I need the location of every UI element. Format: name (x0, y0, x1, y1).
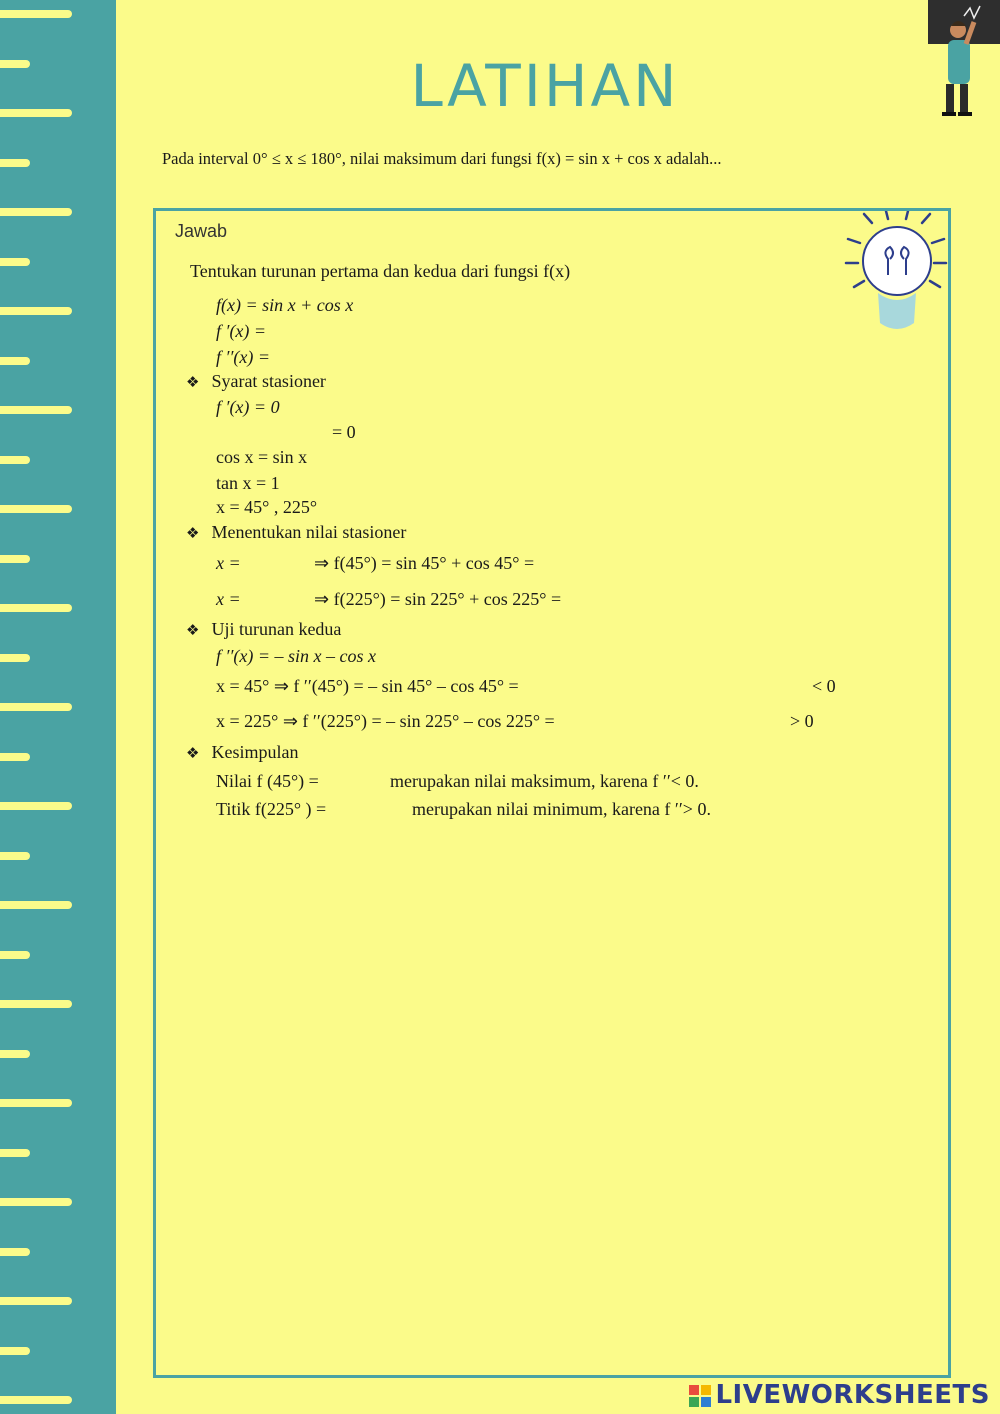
stripe-tick (0, 654, 30, 662)
equals-zero-line: = 0 (332, 422, 356, 442)
stripe-tick (0, 505, 72, 513)
stripe-tick (0, 1198, 72, 1206)
section-uji-label: Uji turunan kedua (211, 619, 342, 639)
conclusion-max-label: Nilai f (45°) = (216, 771, 319, 791)
footer-brand: LIVEWORKSHEETS (715, 1380, 990, 1410)
second-derivative-test-1: x = 45° ⇒ f ′′(45°) = – sin 45° – cos 45° = (216, 676, 519, 696)
section-syarat (186, 371, 326, 392)
second-derivative-test-2: x = 225° ⇒ f ′′(225°) = – sin 225° – cos 225° = (216, 711, 555, 731)
tan-line: tan x = 1 (216, 473, 280, 493)
page-title: LATIHAN (410, 52, 680, 120)
diamond-bullet-icon: ❖ (186, 621, 200, 639)
stripe-tick (0, 406, 72, 414)
lightbulb-icon (844, 211, 948, 341)
section-uji (186, 619, 341, 640)
stripe-tick (0, 951, 30, 959)
stripe-tick (0, 1347, 30, 1355)
stripe-tick (0, 208, 72, 216)
question-text: Pada interval 0° ≤ x ≤ 180°, nilai maksimum dari fungsi f(x) = sin x + cos x adalah... (162, 149, 722, 168)
first-derivative-line: f ′(x) = (216, 321, 267, 341)
conclusion-max-text: merupakan nilai maksimum, karena f ′′< 0. (390, 771, 699, 791)
answer-label: Jawab (175, 221, 228, 241)
diamond-bullet-icon: ❖ (186, 744, 200, 762)
stripe-tick (0, 1248, 30, 1256)
x-solution-line: x = 45° , 225° (216, 497, 318, 517)
stripe-tick (0, 159, 30, 167)
stationary-value-2: ⇒ f(225°) = sin 225° + cos 225° = (314, 589, 562, 609)
x-value-2-label: x = (216, 589, 241, 609)
stripe-tick (0, 901, 72, 909)
stripe-tick (0, 604, 72, 612)
stripe-tick (0, 357, 30, 365)
stripe-tick (0, 1050, 30, 1058)
section-menentukan (186, 522, 406, 543)
stripe-tick (0, 456, 30, 464)
stripe-tick (0, 802, 72, 810)
liveworksheets-footer (689, 1380, 990, 1410)
diamond-bullet-icon: ❖ (186, 373, 200, 391)
cos-sin-line: cos x = sin x (216, 447, 308, 467)
section-syarat-label: Syarat stasioner (211, 371, 326, 391)
stripe-tick (0, 10, 72, 18)
greater-than-zero: > 0 (790, 711, 814, 731)
stripe-tick (0, 852, 30, 860)
stripe-tick (0, 703, 72, 711)
liveworksheets-logo-icon (689, 1385, 711, 1407)
stripe-tick (0, 307, 72, 315)
second-derivative-full-line: f ′′(x) = – sin x – cos x (216, 646, 376, 666)
stripe-tick (0, 1000, 72, 1008)
second-derivative-line: f ′′(x) = (216, 347, 270, 367)
section-kesimpulan-label: Kesimpulan (211, 742, 299, 762)
answer-box (153, 208, 951, 1378)
stationary-condition-line: f ′(x) = 0 (216, 397, 280, 417)
conclusion-min-label: Titik f(225° ) = (216, 799, 327, 819)
stripe-tick (0, 555, 30, 563)
stripe-tick (0, 753, 30, 761)
stripe-tick (0, 258, 30, 266)
teacher-at-blackboard-illustration (924, 0, 1000, 120)
function-line: f(x) = sin x + cos x (216, 295, 354, 315)
stripe-tick (0, 1297, 72, 1305)
x-value-1-label: x = (216, 553, 241, 573)
section-kesimpulan (186, 742, 298, 763)
intro-text: Tentukan turunan pertama dan kedua dari fungsi f(x) (190, 261, 571, 281)
less-than-zero: < 0 (812, 676, 836, 696)
section-menentukan-label: Menentukan nilai stasioner (211, 522, 407, 542)
left-decorative-stripe (0, 0, 116, 1414)
conclusion-min-text: merupakan nilai minimum, karena f ′′> 0. (412, 799, 711, 819)
stripe-tick (0, 1149, 30, 1157)
stripe-tick (0, 1099, 72, 1107)
stripe-tick (0, 1396, 72, 1404)
stationary-value-1: ⇒ f(45°) = sin 45° + cos 45° = (314, 553, 535, 573)
diamond-bullet-icon: ❖ (186, 524, 200, 542)
